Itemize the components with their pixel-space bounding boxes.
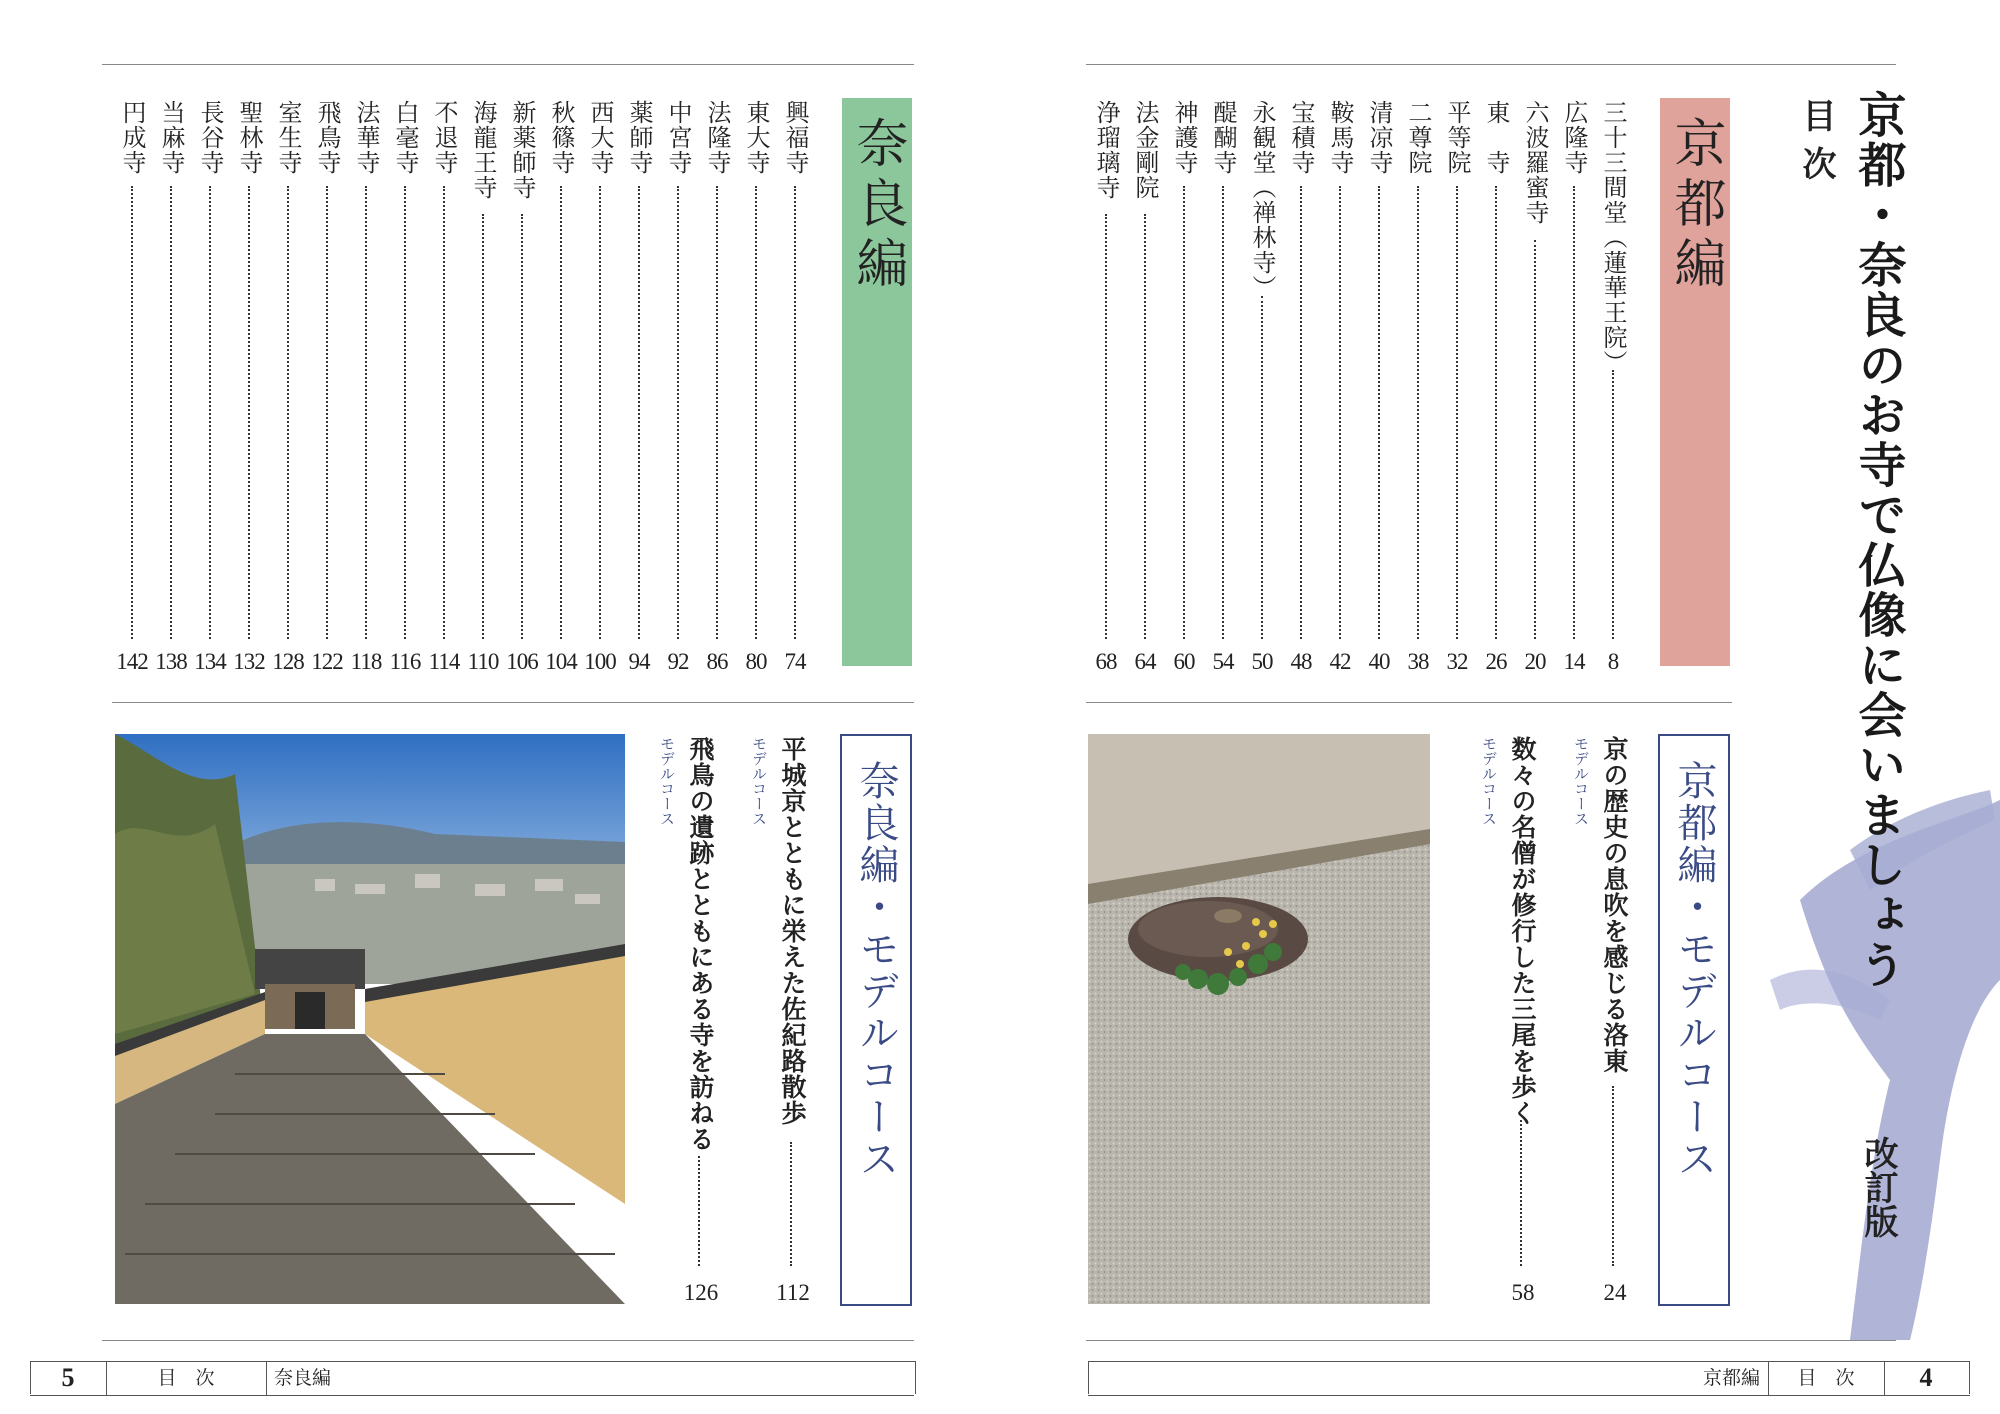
toc-entry[interactable] <box>620 100 658 675</box>
toc-entry[interactable] <box>659 100 697 675</box>
model-course-tag: モデルコース <box>1480 736 1498 826</box>
toc-entry-name: 清凉寺 <box>1365 100 1393 175</box>
toc-entry-name: 神護寺 <box>1170 100 1198 175</box>
toc-entry-name: 平等院 <box>1443 100 1471 175</box>
leader-dots <box>1378 186 1380 639</box>
toc-entry-page: 132 <box>233 649 265 674</box>
leader-dots <box>1612 1086 1614 1266</box>
leader-dots <box>209 186 211 639</box>
toc-entry-page: 128 <box>272 649 304 674</box>
toc-entry-name: 聖林寺 <box>235 100 263 175</box>
toc-entry-page: 64 <box>1134 649 1156 674</box>
toc-entry-name: 飛鳥寺 <box>313 100 341 175</box>
top-rule-right <box>1086 64 1896 65</box>
nara-model-course-heading: 奈良編・モデルコース <box>853 760 899 1180</box>
toc-entry-page: 60 <box>1173 649 1195 674</box>
leader-dots <box>131 186 133 639</box>
leader-dots <box>677 186 679 639</box>
toc-entry-page: 92 <box>667 649 689 674</box>
leader-dots <box>1520 1120 1522 1266</box>
toc-entry-page: 104 <box>545 649 577 674</box>
toc-entry[interactable] <box>1165 100 1203 675</box>
toc-entry-name: 六波羅蜜寺 <box>1521 100 1549 225</box>
toc-entry-name: 法金剛院 <box>1131 100 1159 200</box>
page-number-left: 5 <box>30 1361 107 1395</box>
leader-dots <box>248 186 250 639</box>
leader-dots <box>1339 186 1341 639</box>
toc-entry[interactable] <box>1399 100 1437 675</box>
toc-entry[interactable] <box>347 100 385 675</box>
nara-section-heading: 奈良編 <box>847 116 907 296</box>
leader-dots <box>1456 186 1458 639</box>
toc-entry-page: 86 <box>706 649 728 674</box>
toc-entry-name: 法隆寺 <box>703 100 731 175</box>
toc-entry-name: 永観堂︵禅林寺︶ <box>1248 100 1276 300</box>
top-rule-left <box>102 64 914 65</box>
leader-dots <box>521 214 523 639</box>
toc-entry[interactable] <box>1477 100 1515 675</box>
leader-dots <box>1417 186 1419 639</box>
toc-entry-name: 東大寺 <box>742 100 770 175</box>
toc-entry[interactable] <box>152 100 190 675</box>
model-course-tag: モデルコース <box>750 736 768 826</box>
footer-left <box>30 1361 914 1396</box>
toc-entry-name: 興福寺 <box>781 100 809 175</box>
leader-dots <box>1534 240 1536 639</box>
mid-rule-right <box>1086 702 1732 703</box>
kyoto-model-course-heading: 京都編・モデルコース <box>1671 760 1717 1180</box>
toc-entry-page: 50 <box>1251 649 1273 674</box>
leader-dots <box>794 186 796 639</box>
toc-entry[interactable] <box>698 100 736 675</box>
toc-entry[interactable] <box>425 100 463 675</box>
toc-entry-name: 西大寺 <box>586 100 614 175</box>
bottom-rule-left <box>102 1340 914 1341</box>
bottom-rule-right <box>1086 1340 1896 1341</box>
footer-left-contents: 目 次 <box>106 1361 267 1395</box>
model-course-page: 126 <box>683 1280 719 1305</box>
kyoto-section-band <box>1660 98 1730 666</box>
contents-heading: 目次 <box>1796 98 1836 194</box>
toc-entry[interactable] <box>1087 100 1125 675</box>
toc-entry-page: 122 <box>311 649 343 674</box>
toc-entry-page: 80 <box>745 649 767 674</box>
toc-entry-page: 134 <box>194 649 226 674</box>
toc-entry[interactable] <box>542 100 580 675</box>
temple-stairway-photo <box>115 734 625 1304</box>
toc-entry-name: 円成寺 <box>118 100 146 175</box>
toc-entry-page: 54 <box>1212 649 1234 674</box>
leader-dots <box>326 186 328 639</box>
toc-entry-page: 40 <box>1368 649 1390 674</box>
leader-dots <box>790 1142 792 1266</box>
toc-entry-page: 68 <box>1095 649 1117 674</box>
model-course-page: 112 <box>776 1280 810 1305</box>
leader-dots <box>560 186 562 639</box>
toc-entry-page: 14 <box>1563 649 1585 674</box>
toc-entry[interactable] <box>386 100 424 675</box>
model-course-entry[interactable] <box>1570 736 1640 1306</box>
model-course-entry[interactable] <box>656 736 726 1306</box>
toc-entry-name: 三十三間堂︵蓮華王院︶ <box>1599 100 1627 375</box>
model-course-title: 飛鳥の遺跡とともにある寺を訪ねる <box>686 736 715 1152</box>
kyoto-model-course-box <box>1658 734 1730 1306</box>
leader-dots <box>365 186 367 639</box>
book-title: 京都・奈良のお寺で仏像に会いましょう <box>1850 90 1906 990</box>
toc-entry-page: 20 <box>1524 649 1546 674</box>
toc-entry-page: 116 <box>389 649 421 674</box>
model-course-entry[interactable] <box>748 736 818 1306</box>
toc-entry-name: 醍醐寺 <box>1209 100 1237 175</box>
toc-entry[interactable] <box>1243 100 1281 675</box>
model-course-title: 京の歴史の息吹を感じる洛東 <box>1600 736 1629 1074</box>
model-course-page: 58 <box>1511 1280 1535 1305</box>
toc-entry-page: 118 <box>350 649 382 674</box>
toc-entry-page: 100 <box>584 649 616 674</box>
toc-entry[interactable] <box>737 100 775 675</box>
toc-entry[interactable] <box>1438 100 1476 675</box>
leader-dots <box>482 214 484 639</box>
toc-entry-page: 114 <box>428 649 460 674</box>
toc-entry[interactable] <box>464 100 502 675</box>
toc-entry-page: 94 <box>628 649 650 674</box>
toc-entry-page: 48 <box>1290 649 1312 674</box>
leader-dots <box>404 186 406 639</box>
model-course-title: 数々の名僧が修行した三尾を歩く <box>1508 736 1537 1126</box>
toc-entry-name: 不退寺 <box>430 100 458 175</box>
leader-dots <box>1183 186 1185 639</box>
leader-dots <box>1144 214 1146 639</box>
footer-left-box <box>30 1361 916 1394</box>
leader-dots <box>1105 214 1107 639</box>
toc-entry[interactable] <box>1360 100 1398 675</box>
toc-entry[interactable] <box>1594 100 1632 675</box>
nara-model-course-box <box>840 734 912 1306</box>
footer-right-section: 京都編 <box>1680 1361 1769 1395</box>
mid-rule-left <box>112 702 914 703</box>
toc-entry-name: 長谷寺 <box>196 100 224 175</box>
model-course-tag: モデルコース <box>658 736 676 826</box>
toc-entry-page: 74 <box>784 649 806 674</box>
model-course-page: 24 <box>1603 1280 1627 1305</box>
toc-entry-name: 宝積寺 <box>1287 100 1315 175</box>
leader-dots <box>443 186 445 639</box>
toc-entry-name: 新薬師寺 <box>508 100 536 200</box>
toc-entry-name: 浄瑠璃寺 <box>1092 100 1120 200</box>
kyoto-section-heading: 京都編 <box>1665 116 1725 296</box>
toc-entry-page: 26 <box>1485 649 1507 674</box>
leader-dots <box>716 186 718 639</box>
leader-dots <box>1495 186 1497 639</box>
toc-entry-name: 法華寺 <box>352 100 380 175</box>
toc-entry[interactable] <box>1126 100 1164 675</box>
nara-section-band <box>842 98 912 666</box>
toc-entry-page: 110 <box>467 649 499 674</box>
toc-entry[interactable] <box>1321 100 1359 675</box>
toc-entry[interactable] <box>113 100 151 675</box>
footer-right <box>1088 1361 1970 1396</box>
toc-entry-name: 二尊院 <box>1404 100 1432 175</box>
toc-entry-name: 当麻寺 <box>157 100 185 175</box>
toc-entry[interactable] <box>1282 100 1320 675</box>
toc-entry-page: 38 <box>1407 649 1429 674</box>
toc-entry-page: 138 <box>155 649 187 674</box>
model-course-tag: モデルコース <box>1572 736 1590 826</box>
toc-entry[interactable] <box>581 100 619 675</box>
leader-dots <box>1612 370 1614 639</box>
toc-entry-name: 白毫寺 <box>391 100 419 175</box>
toc-entry-page: 106 <box>506 649 538 674</box>
toc-entry[interactable] <box>503 100 541 675</box>
model-course-entry[interactable] <box>1478 736 1548 1306</box>
toc-entry-name: 秋篠寺 <box>547 100 575 175</box>
leader-dots <box>1222 186 1224 639</box>
page-number-right: 4 <box>1919 1363 1933 1392</box>
toc-entry-page: 8 <box>1607 649 1619 674</box>
toc-entry-name: 海龍王寺 <box>469 100 497 200</box>
toc-entry-name: 薬師寺 <box>625 100 653 175</box>
toc-entry[interactable] <box>191 100 229 675</box>
toc-entry-name: 中宮寺 <box>664 100 692 175</box>
toc-entry-name: 鞍馬寺 <box>1326 100 1354 175</box>
toc-entry[interactable] <box>308 100 346 675</box>
toc-entry-page: 42 <box>1329 649 1351 674</box>
toc-entry-page: 142 <box>116 649 148 674</box>
toc-entry[interactable] <box>1555 100 1593 675</box>
toc-entry[interactable] <box>269 100 307 675</box>
toc-entry-name: 室生寺 <box>274 100 302 175</box>
toc-entry[interactable] <box>1204 100 1242 675</box>
toc-entry[interactable] <box>776 100 814 675</box>
leader-dots <box>638 186 640 639</box>
leader-dots <box>1261 296 1263 639</box>
model-course-title: 平城京とともに栄えた佐紀路散歩 <box>778 736 807 1126</box>
leader-dots <box>698 1156 700 1266</box>
leader-dots <box>170 186 172 639</box>
toc-entry[interactable] <box>1516 100 1554 675</box>
leader-dots <box>1300 186 1302 639</box>
toc-entry-name: 広隆寺 <box>1560 100 1588 175</box>
footer-left-section: 奈良編 <box>274 1367 332 1389</box>
toc-entry-page: 32 <box>1446 649 1468 674</box>
leader-dots <box>755 186 757 639</box>
toc-entry[interactable] <box>230 100 268 675</box>
rock-garden-photo <box>1088 734 1430 1304</box>
leader-dots <box>287 186 289 639</box>
leader-dots <box>599 186 601 639</box>
toc-entry-name: 東 寺 <box>1482 100 1510 175</box>
footer-right-contents: 目 次 <box>1768 1361 1885 1395</box>
leader-dots <box>1573 186 1575 639</box>
edition-label: 改訂版 <box>1858 1136 1898 1238</box>
